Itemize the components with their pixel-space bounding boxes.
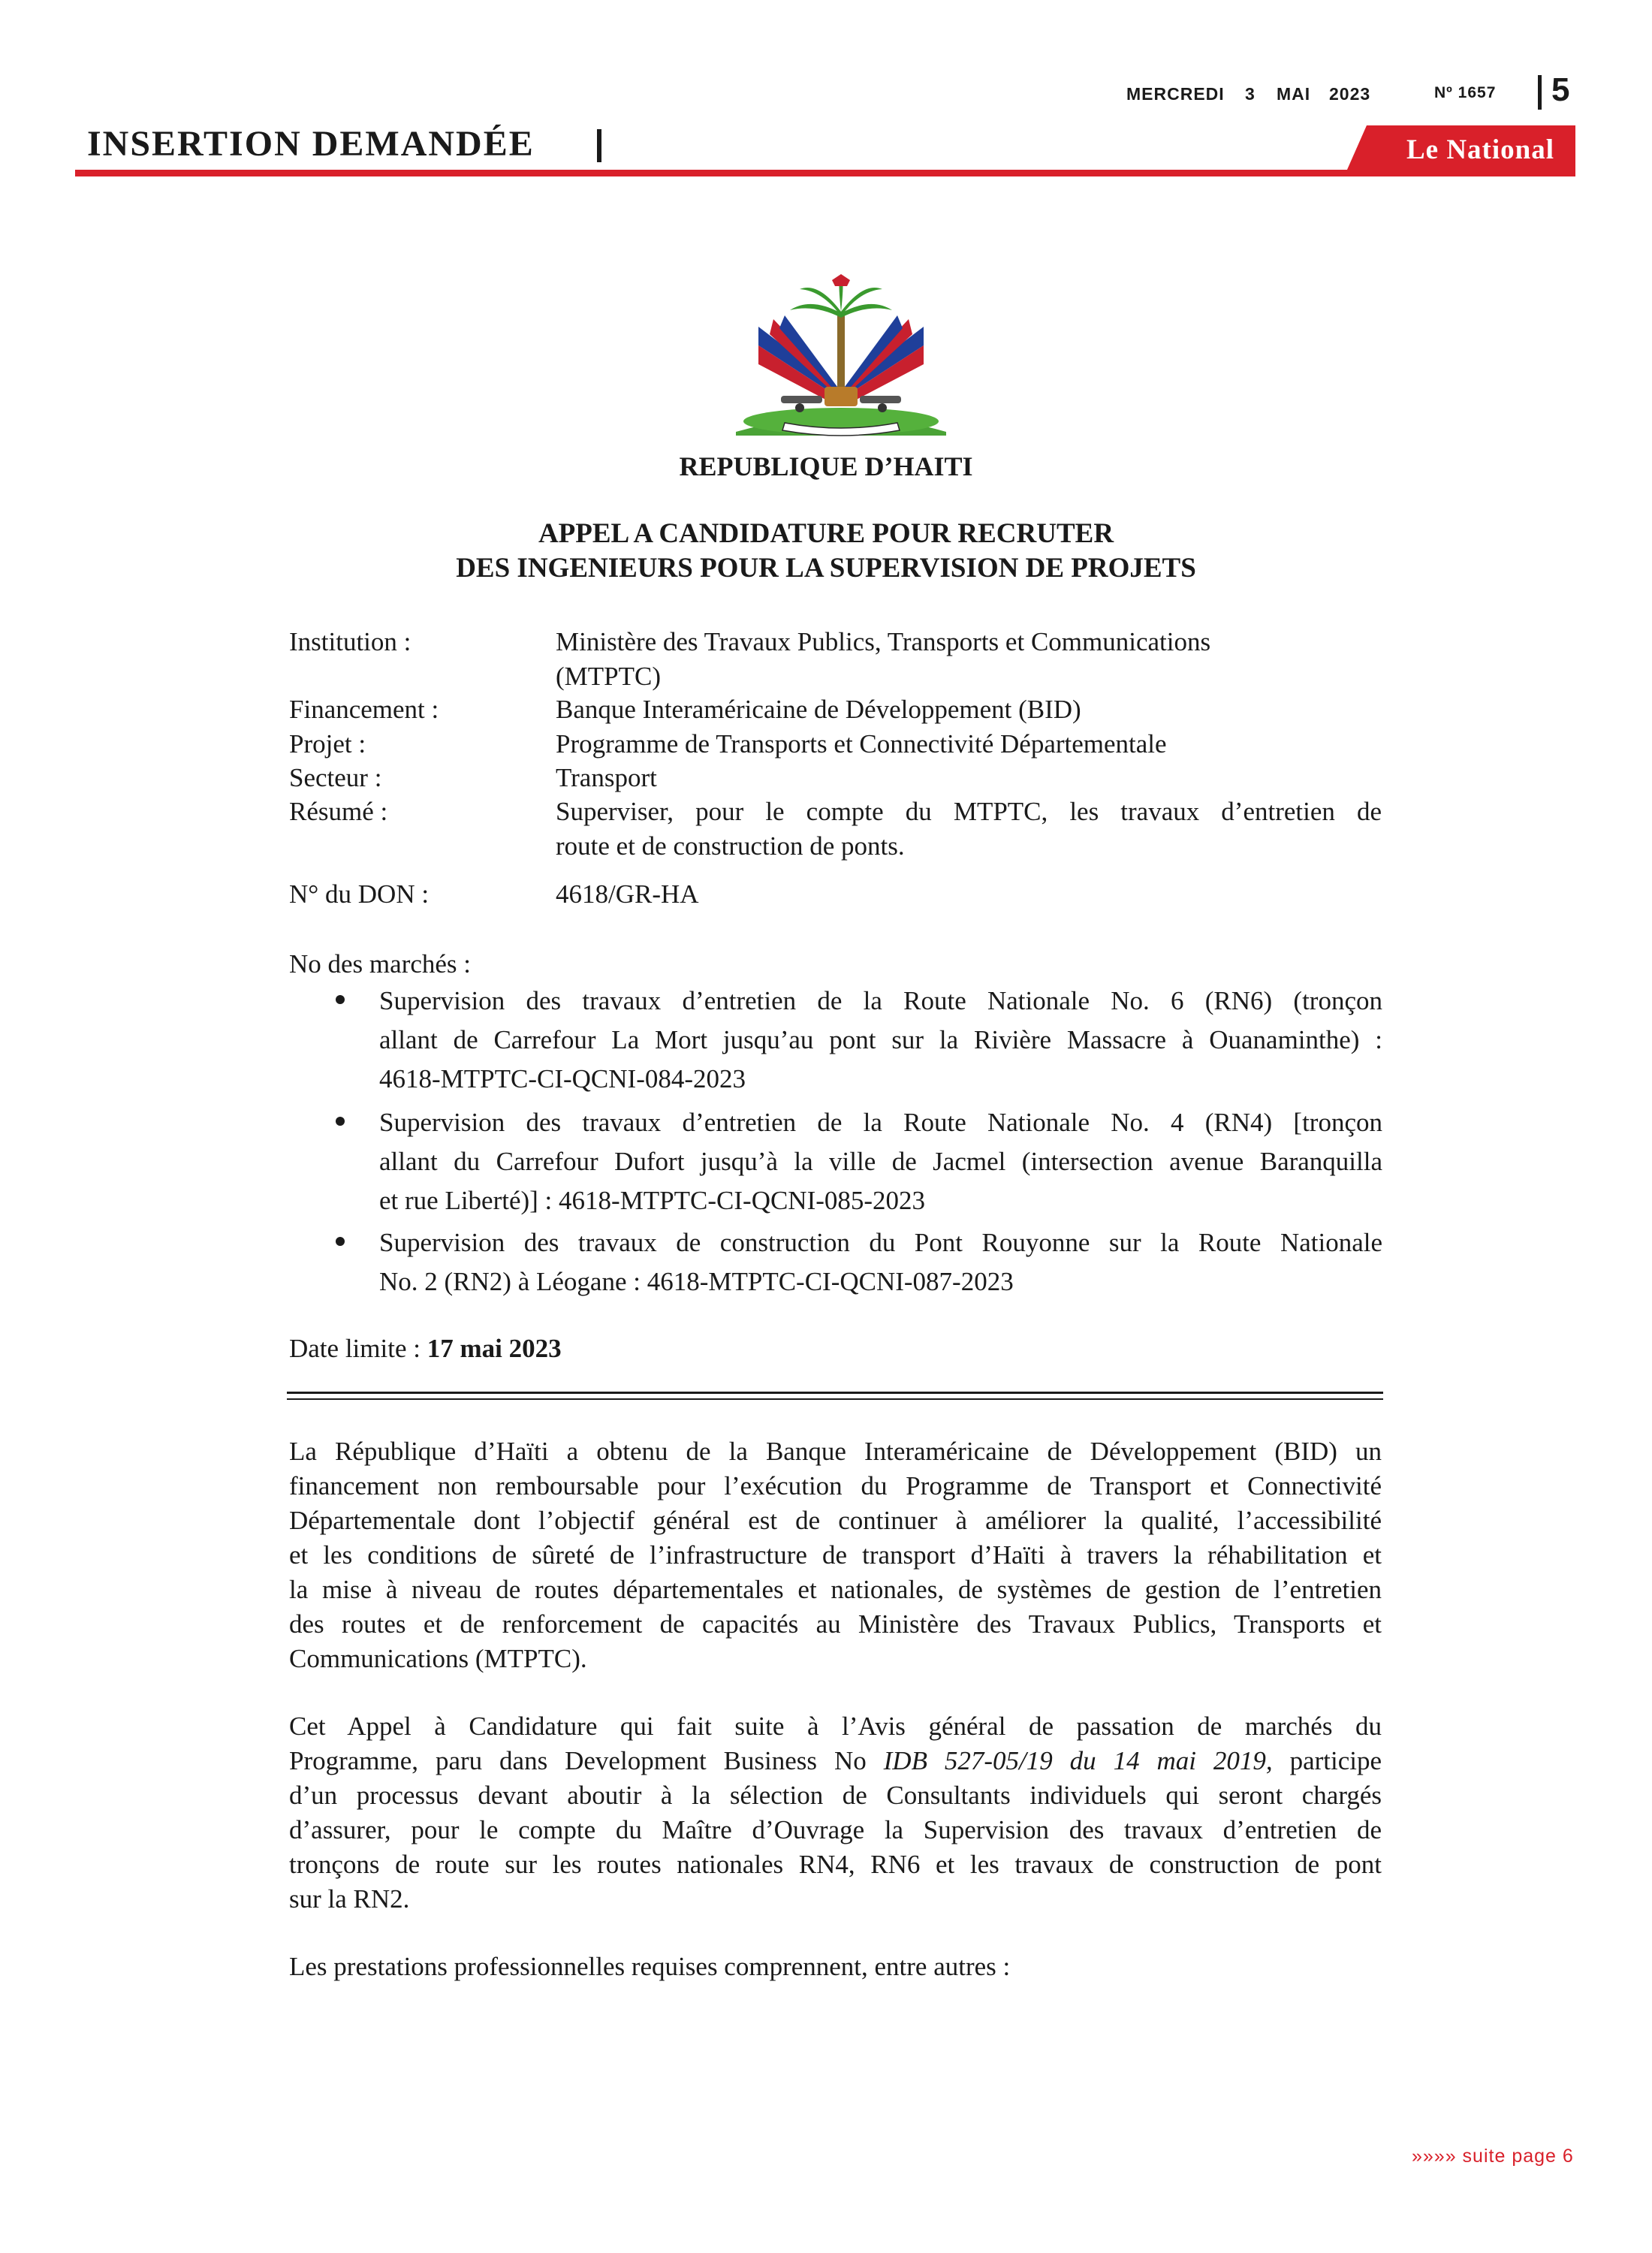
- continuation-link[interactable]: »»»» suite page 6: [1412, 2146, 1574, 2167]
- projet-value: Programme de Transports et Connectivité Départementale: [556, 729, 1167, 759]
- para3: Les prestations professionnelles requises comprennent, entre autres :: [289, 1952, 1011, 1981]
- bullet-icon: [336, 1117, 345, 1126]
- marche-2-line-2: allant du Carrefour Dufort jusqu’à la ville de Jacmel (intersection avenue Baranquilla: [379, 1147, 1382, 1176]
- dateline-day: MERCREDI: [1126, 84, 1225, 104]
- bullet-icon: [336, 1237, 345, 1246]
- coat-of-arms-emblem: [728, 274, 954, 439]
- country-name: REPUBLIQUE D’HAITI: [679, 451, 973, 481]
- publication-reference: IDB 527-05/19 du 14 mai 2019,: [883, 1746, 1273, 1775]
- para1-line-5: la mise à niveau de routes départementales et nationales, de systèmes de gestion de l’entretien: [289, 1575, 1382, 1604]
- institution-label: Institution :: [289, 627, 411, 656]
- para2-line-6: sur la RN2.: [289, 1884, 410, 1914]
- section-title-divider: [597, 129, 601, 162]
- marche-2-line-1: Supervision des travaux d’entretien de la Route Nationale No. 4 (RN4) [tronçon: [379, 1108, 1382, 1137]
- financement-label: Financement :: [289, 695, 439, 724]
- para1-line-3: Départementale dont l’objectif général est de continuer à améliorer la qualité, l’accessibilité: [289, 1506, 1382, 1535]
- secteur-value: Transport: [556, 763, 657, 792]
- marche-1-line-3: 4618-MTPTC-CI-QCNI-084-2023: [379, 1064, 746, 1093]
- marche-1-line-1: Supervision des travaux d’entretien de la Route Nationale No. 6 (RN6) (tronçon: [379, 986, 1382, 1015]
- marche-2-line-3: et rue Liberté)] : 4618-MTPTC-CI-QCNI-085-2023: [379, 1186, 926, 1215]
- page-number: 5: [1551, 71, 1570, 108]
- para2-line-4: d’assurer, pour le compte du Maître d’Ouvrage la Supervision des travaux d’entretien de: [289, 1815, 1382, 1844]
- deadline: [289, 1332, 562, 1366]
- para1-line-1: La République d’Haïti a obtenu de la Banque Interaméricaine de Développement (BID) un: [289, 1437, 1382, 1466]
- institution-value: Ministère des Travaux Publics, Transports et Communications: [556, 627, 1211, 656]
- dateline-year: 2023: [1329, 84, 1371, 104]
- secteur-label: Secteur :: [289, 763, 382, 792]
- page-number-divider: [1538, 75, 1542, 110]
- deadline-value: 17 mai 2023: [427, 1334, 562, 1363]
- para2-line-2-text: Programme, paru dans Development Business No: [289, 1746, 884, 1775]
- don-value: 4618/GR-HA: [556, 879, 699, 909]
- document-title-line-1: APPEL A CANDIDATURE POUR RECRUTER: [538, 518, 1114, 549]
- double-rule-top: [287, 1392, 1383, 1394]
- para2-line-2-end: participe: [1272, 1746, 1382, 1775]
- institution-value-cont: (MTPTC): [556, 662, 661, 691]
- marche-3-line-2: No. 2 (RN2) à Léogane : 4618-MTPTC-CI-QCNI-087-2023: [379, 1267, 1014, 1296]
- header-red-rule: [75, 170, 1575, 176]
- marches-label: No des marchés :: [289, 949, 472, 979]
- financement-value: Banque Interaméricaine de Développement (BID): [556, 695, 1081, 724]
- bullet-icon: [336, 995, 345, 1004]
- resume-value: Superviser, pour le compte du MTPTC, les travaux d’entretien de: [556, 797, 1382, 826]
- dateline: [1126, 84, 1517, 110]
- newspaper-name: Le National: [1406, 134, 1554, 165]
- marche-3-line-1: Supervision des travaux de construction du Pont Rouyonne sur la Route Nationale: [379, 1228, 1382, 1257]
- deadline-label: Date limite :: [289, 1334, 421, 1363]
- document-title-line-2: DES INGENIEURS POUR LA SUPERVISION DE PROJETS: [456, 553, 1196, 584]
- issue-number: Nº 1657: [1434, 84, 1497, 101]
- dateline-date-number: 3: [1245, 84, 1256, 104]
- resume-label: Résumé :: [289, 797, 388, 826]
- para1-line-2: financement non remboursable pour l’exécution du Programme de Transport et Connectivité: [289, 1471, 1382, 1500]
- para2-line-5: tronçons de route sur les routes nationales RN4, RN6 et les travaux de construction de pont: [289, 1850, 1382, 1879]
- para1-line-6: des routes et de renforcement de capacités au Ministère des Travaux Publics, Transports et: [289, 1609, 1382, 1639]
- para1-line-4: et les conditions de sûreté de l’infrastructure de transport d’Haïti à travers la réhabilitation et: [289, 1540, 1382, 1570]
- projet-label: Projet :: [289, 729, 366, 759]
- dateline-month: MAI: [1277, 84, 1311, 104]
- para2-line-2: [289, 1744, 1382, 1778]
- double-rule-bottom: [287, 1398, 1383, 1400]
- para2-line-1: Cet Appel à Candidature qui fait suite à l’Avis général de passation de marchés du: [289, 1712, 1382, 1741]
- resume-value-cont: route et de construction de ponts.: [556, 831, 905, 861]
- section-title: INSERTION DEMANDÉE: [87, 124, 535, 164]
- para1-line-7: Communications (MTPTC).: [289, 1644, 587, 1673]
- marche-1-line-2: allant de Carrefour La Mort jusqu’au pont sur la Rivière Massacre à Ouanaminthe) :: [379, 1025, 1382, 1054]
- para2-line-3: d’un processus devant aboutir à la sélection de Consultants individuels qui seront chargés: [289, 1781, 1382, 1810]
- don-label: N° du DON :: [289, 879, 430, 909]
